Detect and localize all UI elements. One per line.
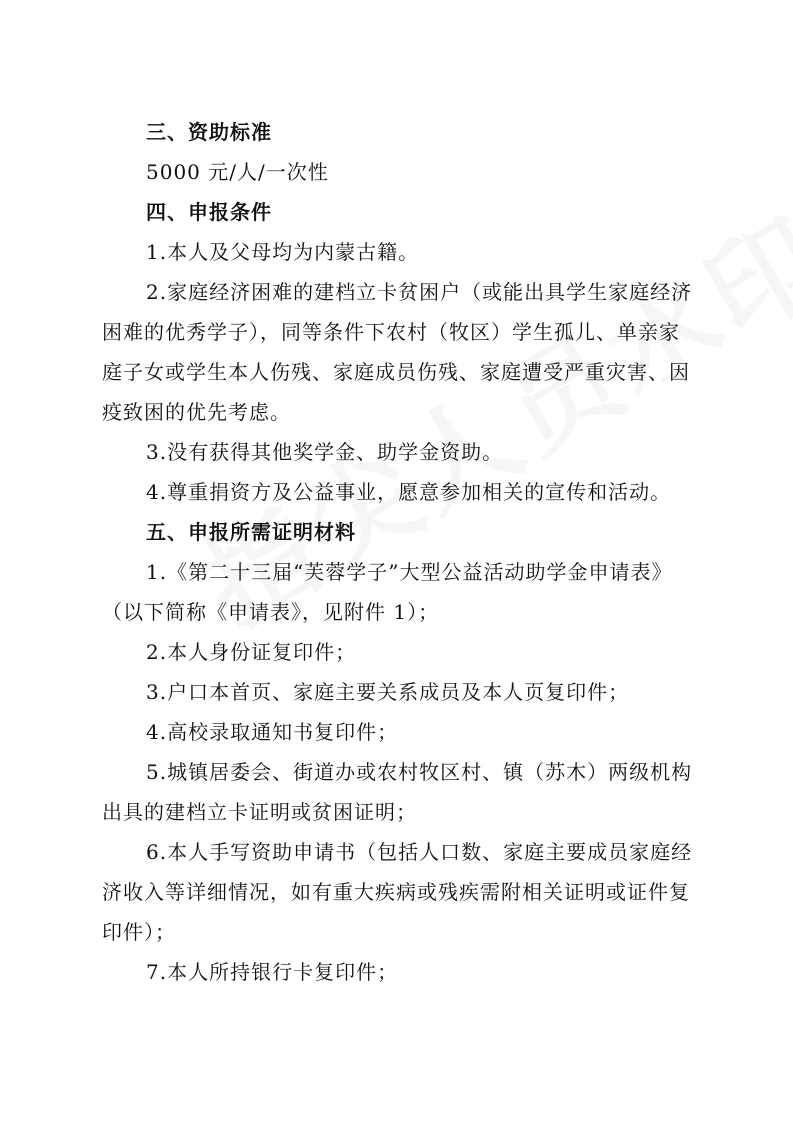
paragraph-funding-amount: 5000 元/人/一次性 (146, 160, 329, 184)
material-item-6-line-2: 济收入等详细情况，如有重大疾病或残疾需附相关证明或证件复 (102, 880, 690, 904)
material-item-1-line-1: 1.《第二十三届“芙蓉学子”大型公益活动助学金申请表》 (146, 560, 673, 584)
condition-item-4: 4.尊重捐资方及公益事业，愿意参加相关的宣传和活动。 (146, 480, 672, 504)
material-item-5-line-2: 出具的建档立卡证明或贫困证明； (102, 800, 417, 824)
section-heading-application-conditions: 四、申报条件 (146, 200, 272, 224)
condition-item-2-line-3: 庭子女或学生本人伤残、家庭成员伤残、家庭遭受严重灾害、因 (102, 360, 690, 384)
condition-item-1: 1.本人及父母均为内蒙古籍。 (146, 240, 420, 264)
material-item-3: 3.户口本首页、家庭主要关系成员及本人页复印件； (146, 680, 630, 704)
document-body (102, 112, 696, 992)
condition-item-3: 3.没有获得其他奖学金、助学金资助。 (146, 440, 504, 464)
condition-item-2-line-4: 疫致困的优先考虑。 (102, 400, 291, 424)
material-item-6-line-1: 6.本人手写资助申请书（包括人口数、家庭主要成员家庭经 (146, 840, 693, 864)
section-heading-required-materials: 五、申报所需证明材料 (146, 520, 356, 544)
material-item-4: 4.高校录取通知书复印件； (146, 720, 399, 744)
section-heading-funding-standard: 三、资助标准 (146, 120, 272, 144)
material-item-6-line-3: 印件）； (102, 920, 176, 944)
material-item-1-line-2: （以下简称《申请表》，见附件 1）； (102, 600, 440, 624)
material-item-5-line-1: 5.城镇居委会、街道办或农村牧区村、镇（苏木）两级机构 (146, 760, 693, 784)
material-item-7: 7.本人所持银行卡复印件； (146, 960, 399, 984)
condition-item-2-line-1: 2.家庭经济困难的建档立卡贫困户（或能出具学生家庭经济 (146, 280, 693, 304)
condition-item-2-line-2: 困难的优秀学子），同等条件下农村（牧区）学生孤儿、单亲家 (102, 320, 680, 344)
material-item-2: 2.本人身份证复印件； (146, 640, 357, 664)
